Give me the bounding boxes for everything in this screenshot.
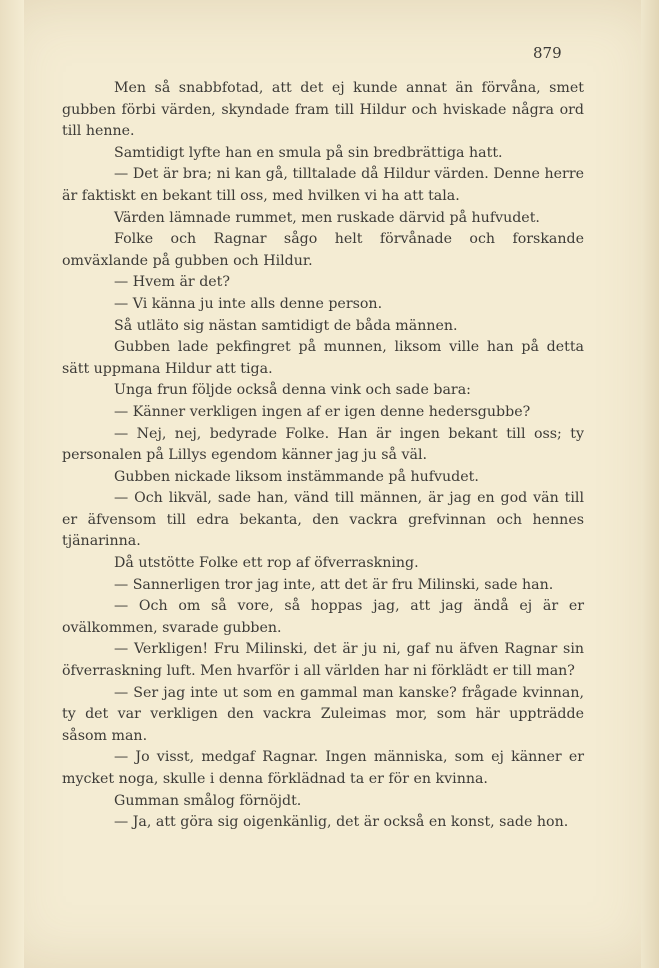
paragraph: — Det är bra; ni kan gå, tilltalade då Hildur värden. Denne herre är faktiskt en bekant till oss, med hvilken vi ha att tala. xyxy=(62,166,584,204)
body-text xyxy=(62,78,584,834)
paragraph: — Och likväl, sade han, vänd till männen, är jag en god vän till er äfvensom till edra bekanta, den vackra grefvinnan och hennes tjänarinna. xyxy=(62,490,584,550)
paragraph: — Sannerligen tror jag inte, att det är fru Milinski, sade han. xyxy=(114,576,554,593)
paragraph: — Nej, nej, bedyrade Folke. Han är ingen bekant till oss; ty personalen på Lillys egendom känner jag ju så väl. xyxy=(62,425,584,464)
paragraph: Gubben nickade liksom instämmande på hufvudet. xyxy=(114,468,479,485)
paragraph: Unga frun följde också denna vink och sade bara: xyxy=(114,382,471,399)
paragraph: Folke och Ragnar sågo helt förvånade och forskande omväxlande på gubben och Hildur. xyxy=(62,231,584,269)
paragraph: Gumman smålog förnöjdt. xyxy=(114,792,302,809)
paragraph: Värden lämnade rummet, men ruskade därvid på hufvudet. xyxy=(114,209,540,226)
paragraph: — Känner verkligen ingen af er igen denne hedersgubbe? xyxy=(114,403,531,420)
paragraph: — Vi känna ju inte alls denne person. xyxy=(114,295,383,312)
paragraph: — Jo visst, medgaf Ragnar. Ingen människa, som ej känner er mycket noga, skulle i denna förklädnad ta er för en kvinna. xyxy=(62,749,584,787)
page-left-edge-shadow xyxy=(0,0,24,968)
paragraph: — Hvem är det? xyxy=(114,274,230,291)
paragraph: Då utstötte Folke ett rop af öfverraskning. xyxy=(114,555,419,572)
page-number: 879 xyxy=(533,44,562,62)
paragraph: Så utläto sig nästan samtidigt de båda männen. xyxy=(114,317,458,334)
paragraph: Gubben lade pekfingret på munnen, liksom ville han på detta sätt uppmana Hildur att tiga. xyxy=(62,339,584,377)
paragraph: Men så snabbfotad, att det ej kunde annat än förvåna, smet gubben förbi värden, skyndade fram till Hildur och hviskade några ord till henne. xyxy=(62,80,584,140)
paragraph: — Ja, att göra sig oigenkänlig, det är också en konst, sade hon. xyxy=(114,814,569,831)
paragraph: Samtidigt lyfte han en smula på sin bredbrättiga hatt. xyxy=(114,144,503,161)
paragraph: — Ser jag inte ut som en gammal man kanske? frågade kvinnan, ty det var verkligen den vackra Zuleimas mor, som här uppträdde såsom man. xyxy=(62,684,584,744)
paragraph: — Och om så vore, så hoppas jag, att jag ändå ej är er ovälkommen, svarade gubben. xyxy=(62,598,584,636)
paragraph: — Verkligen! Fru Milinski, det är ju ni, gaf nu äfven Ragnar sin öfverraskning luft. Men hvarför i all världen har ni förklädt er till man? xyxy=(62,641,584,680)
page-right-edge xyxy=(641,0,659,968)
